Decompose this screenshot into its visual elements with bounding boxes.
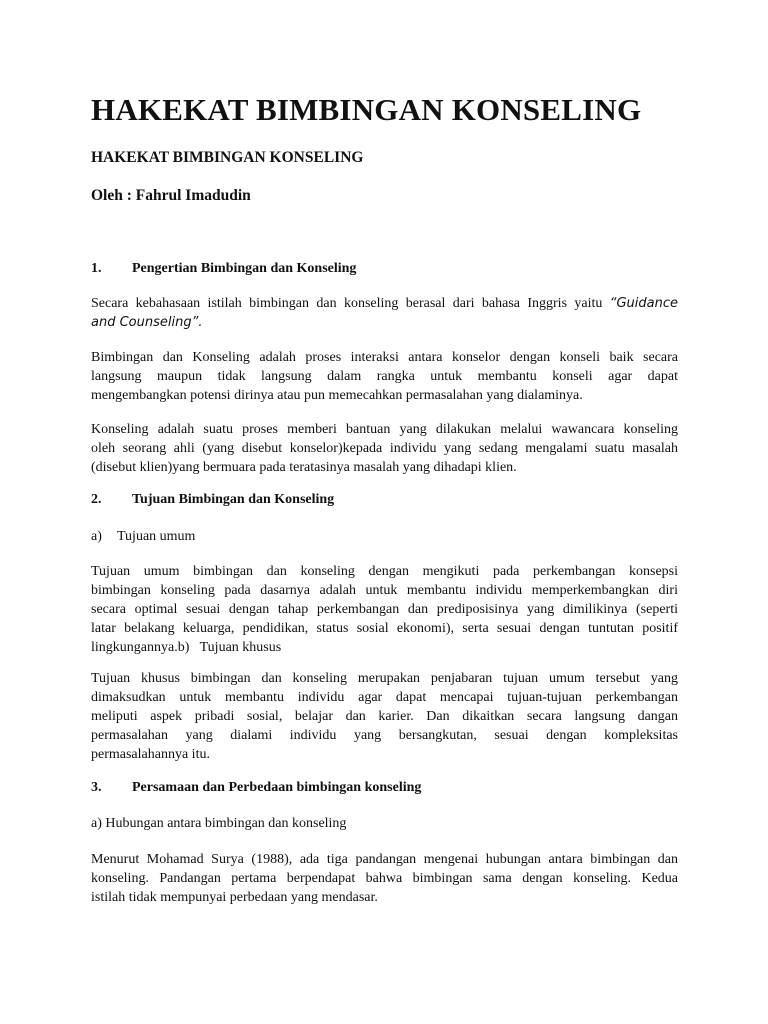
guidance-quote: “Guidance [609,296,678,311]
section-3-heading [91,780,421,796]
paragraph-line: lingkungannya.b) Tujuan khusus [91,640,282,655]
paragraph-line: langsung maupun tidak langsung dalam rangka untuk membantu konseli agar dapat [91,369,678,384]
paragraph-line: Bimbingan dan Konseling adalah proses interaksi antara konselor dengan konseli baik secara [91,350,678,365]
paragraph-line: (disebut klien)yang bermuara pada teratasinya masalah yang dihadapi klien. [91,460,517,475]
document-author: Oleh : Fahrul Imadudin [91,187,251,204]
paragraph-line: permasalahan yang dialami individu yang bersangkutan, sesuai dengan kompleksitas [91,728,678,743]
section-2-paragraph-1 [91,562,678,657]
section-2-number: 2. [91,492,102,507]
subheading-marker: a) [91,529,102,544]
paragraph-line: Menurut Mohamad Surya (1988), ada tiga pandangan mengenai hubungan antara bimbingan dan [91,852,678,867]
paragraph-line: Konseling adalah suatu proses memberi bantuan yang dilakukan melalui wawancara konseling [91,422,678,437]
section-1-number: 1. [91,261,102,276]
paragraph-line: konseling. Pandangan pertama berpendapat bahwa bimbingan sama dengan konseling. Kedua [91,871,678,886]
section-3-title: Persamaan dan Perbedaan bimbingan konseling [132,780,422,795]
section-3-subheading-a: a) Hubungan antara bimbingan dan konseling [91,816,347,831]
section-1-paragraph-1 [91,294,678,332]
section-1-heading [91,261,356,277]
paragraph-line: mengembangkan potensi dirinya atau pun memecahkan permasalahan yang dialaminya. [91,388,583,403]
section-1-title: Pengertian Bimbingan dan Konseling [132,261,357,276]
paragraph-line: secara optimal sesuai dengan tahap perkembangan dan prediposisinya yang dimilikinya (seperti [91,602,678,617]
paragraph-line: Tujuan khusus bimbingan dan konseling merupakan penjabaran tujuan umum tersebut yang [91,671,678,686]
paragraph-line: bimbingan konseling pada dasarnya adalah untuk membantu individu memperkembangkan diri [91,583,678,598]
section-2-subheading-a [91,529,195,545]
counseling-quote: and Counseling”. [91,315,203,330]
document-subtitle: HAKEKAT BIMBINGAN KONSELING [91,149,364,166]
document-title: HAKEKAT BIMBINGAN KONSELING [91,92,642,127]
paragraph-line: dimaksudkan untuk membantu individu agar dapat mencapai tujuan-tujuan perkembangan [91,690,678,705]
paragraph-line: oleh seorang ahli (yang disebut konselor)kepada individu yang sedang mengalami suatu masalah [91,441,678,456]
section-2-paragraph-2 [91,669,678,764]
section-3-number: 3. [91,780,102,795]
subheading-label: Tujuan umum [117,529,196,544]
section-1-paragraph-2 [91,348,678,405]
paragraph-line [91,294,678,313]
paragraph-line: permasalahannya itu. [91,747,210,762]
paragraph-line: Tujuan umum bimbingan dan konseling dengan mengikuti pada perkembangan konsepsi [91,564,678,579]
paragraph-line: latar belakang keluarga, pendidikan, status sosial ekonomi), serta sesuai dengan tuntutan positif [91,621,678,636]
paragraph-line: meliputi aspek pribadi sosial, belajar dan karier. Dan dikaitkan secara langsung dangan [91,709,678,724]
paragraph-line: istilah tidak mempunyai perbedaan yang mendasar. [91,890,378,905]
section-3-paragraph-1 [91,850,678,907]
paragraph-text: Secara kebahasaan istilah bimbingan dan konseling berasal dari bahasa Inggris yaitu [91,296,610,311]
section-2-title: Tujuan Bimbingan dan Konseling [132,492,335,507]
section-2-heading [91,492,334,508]
section-1-paragraph-3 [91,420,678,477]
paragraph-line [91,313,678,332]
